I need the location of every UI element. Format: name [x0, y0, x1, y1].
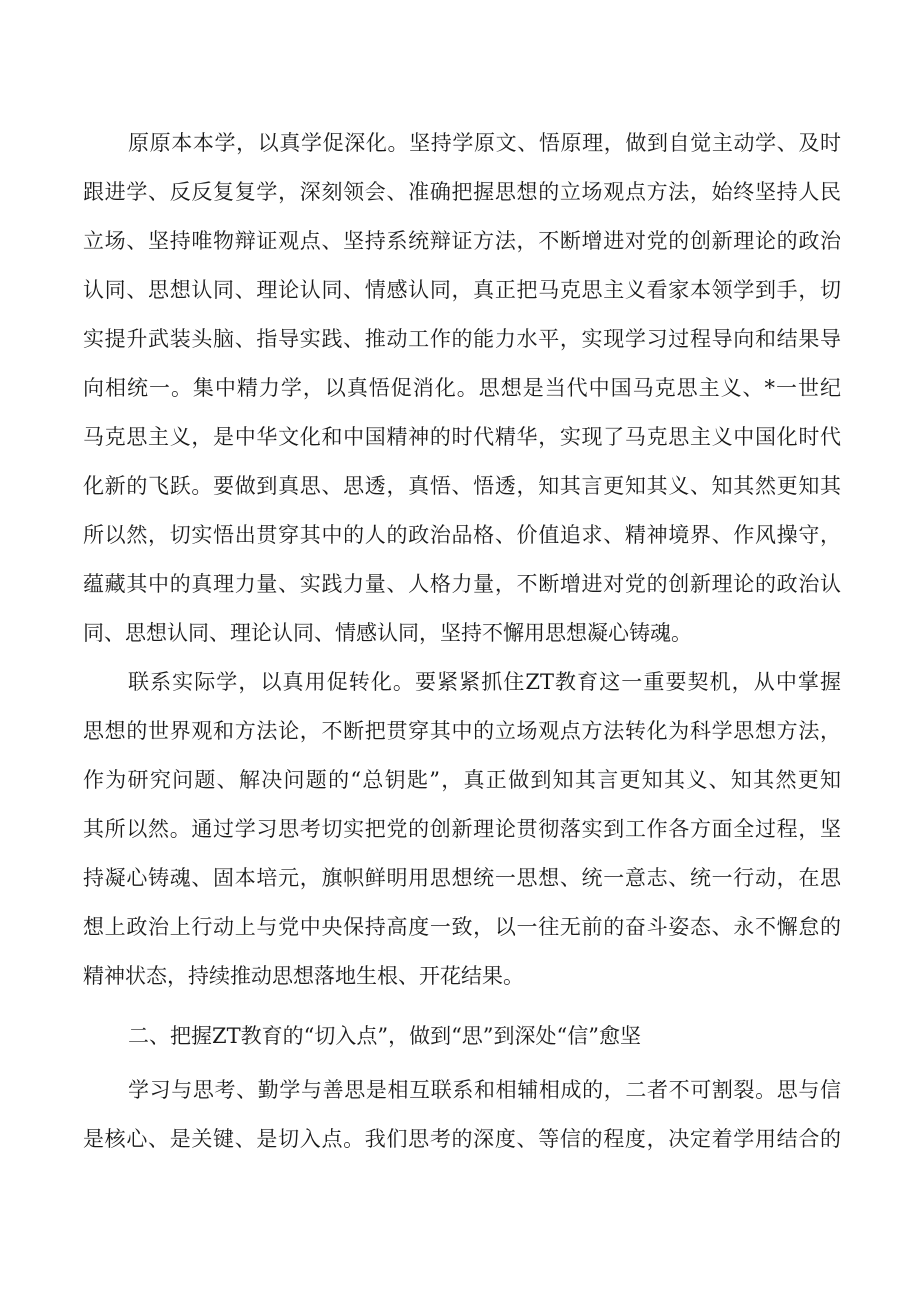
paragraph-2-line-3: 作为研究问题、解决问题的“总钥匙”，真正做到知其言更知其义、知其然更知: [83, 768, 841, 792]
paragraph-1-line-11: 同、思想认同、理论认同、情感认同，坚持不懈用思想凝心铸魂。: [83, 621, 692, 645]
paragraph-2-line-5: 持凝心铸魂、固本培元，旗帜鲜明用思想统一思想、统一意志、统一行动，在思: [83, 866, 841, 890]
paragraph-2-line-2: 思想的世界观和方法论，不断把贯穿其中的立场观点方法转化为科学思想方法，: [83, 719, 841, 743]
paragraph-1-line-2: 跟进学、反反复复学，深刻领会、准确把握思想的立场观点方法，始终坚持人民: [83, 180, 841, 204]
paragraph-1-line-5: 实提升武装头脑、指导实践、推动工作的能力水平，实现学习过程导向和结果导: [83, 327, 841, 351]
paragraph-3-line-2: 是核心、是关键、是切入点。我们思考的深度、等信的程度，决定着学用结合的: [83, 1127, 841, 1151]
paragraph-1-line-9: 所以然，切实悟出贯穿其中的人的政治品格、价值追求、精神境界、作风操守，: [83, 523, 841, 547]
paragraph-2-line-4: 其所以然。通过学习思考切实把党的创新理论贯彻落实到工作各方面全过程，坚: [83, 817, 841, 841]
paragraph-1-line-10: 蕴藏其中的真理力量、实践力量、人格力量，不断增进对党的创新理论的政治认: [83, 572, 841, 596]
paragraph-1-line-6: 向相统一。集中精力学，以真悟促消化。思想是当代中国马克思主义、*一世纪: [83, 376, 841, 400]
paragraph-1-line-8: 化新的飞跃。要做到真思、思透，真悟、悟透，知其言更知其义、知其然更知其: [83, 474, 841, 498]
paragraph-3-line-1: 学习与思考、勤学与善思是相互联系和相辅相成的，二者不可割裂。思与信: [128, 1078, 841, 1102]
paragraph-1-line-1: 原原本本学，以真学促深化。坚持学原文、悟原理，做到自觉主动学、及时: [128, 131, 841, 155]
section-heading: 二、把握ZT教育的“切入点”，做到“思”到深处“信”愈坚: [128, 1024, 642, 1048]
paragraph-2-line-7: 精神状态，持续推动思想落地生根、开花结果。: [83, 964, 524, 988]
paragraph-2-line-1: 联系实际学，以真用促转化。要紧紧抓住ZT教育这一重要契机，从中掌握: [128, 670, 841, 694]
paragraph-1-line-7: 马克思主义，是中华文化和中国精神的时代精华，实现了马克思主义中国化时代: [83, 425, 841, 449]
paragraph-1-line-3: 立场、坚持唯物辩证观点、坚持系统辩证方法，不断增进对党的创新理论的政治: [83, 229, 841, 253]
paragraph-1-line-4: 认同、思想认同、理论认同、情感认同，真正把马克思主义看家本领学到手，切: [83, 278, 841, 302]
paragraph-2-line-6: 想上政治上行动上与党中央保持高度一致，以一往无前的奋斗姿态、永不懈怠的: [83, 915, 841, 939]
